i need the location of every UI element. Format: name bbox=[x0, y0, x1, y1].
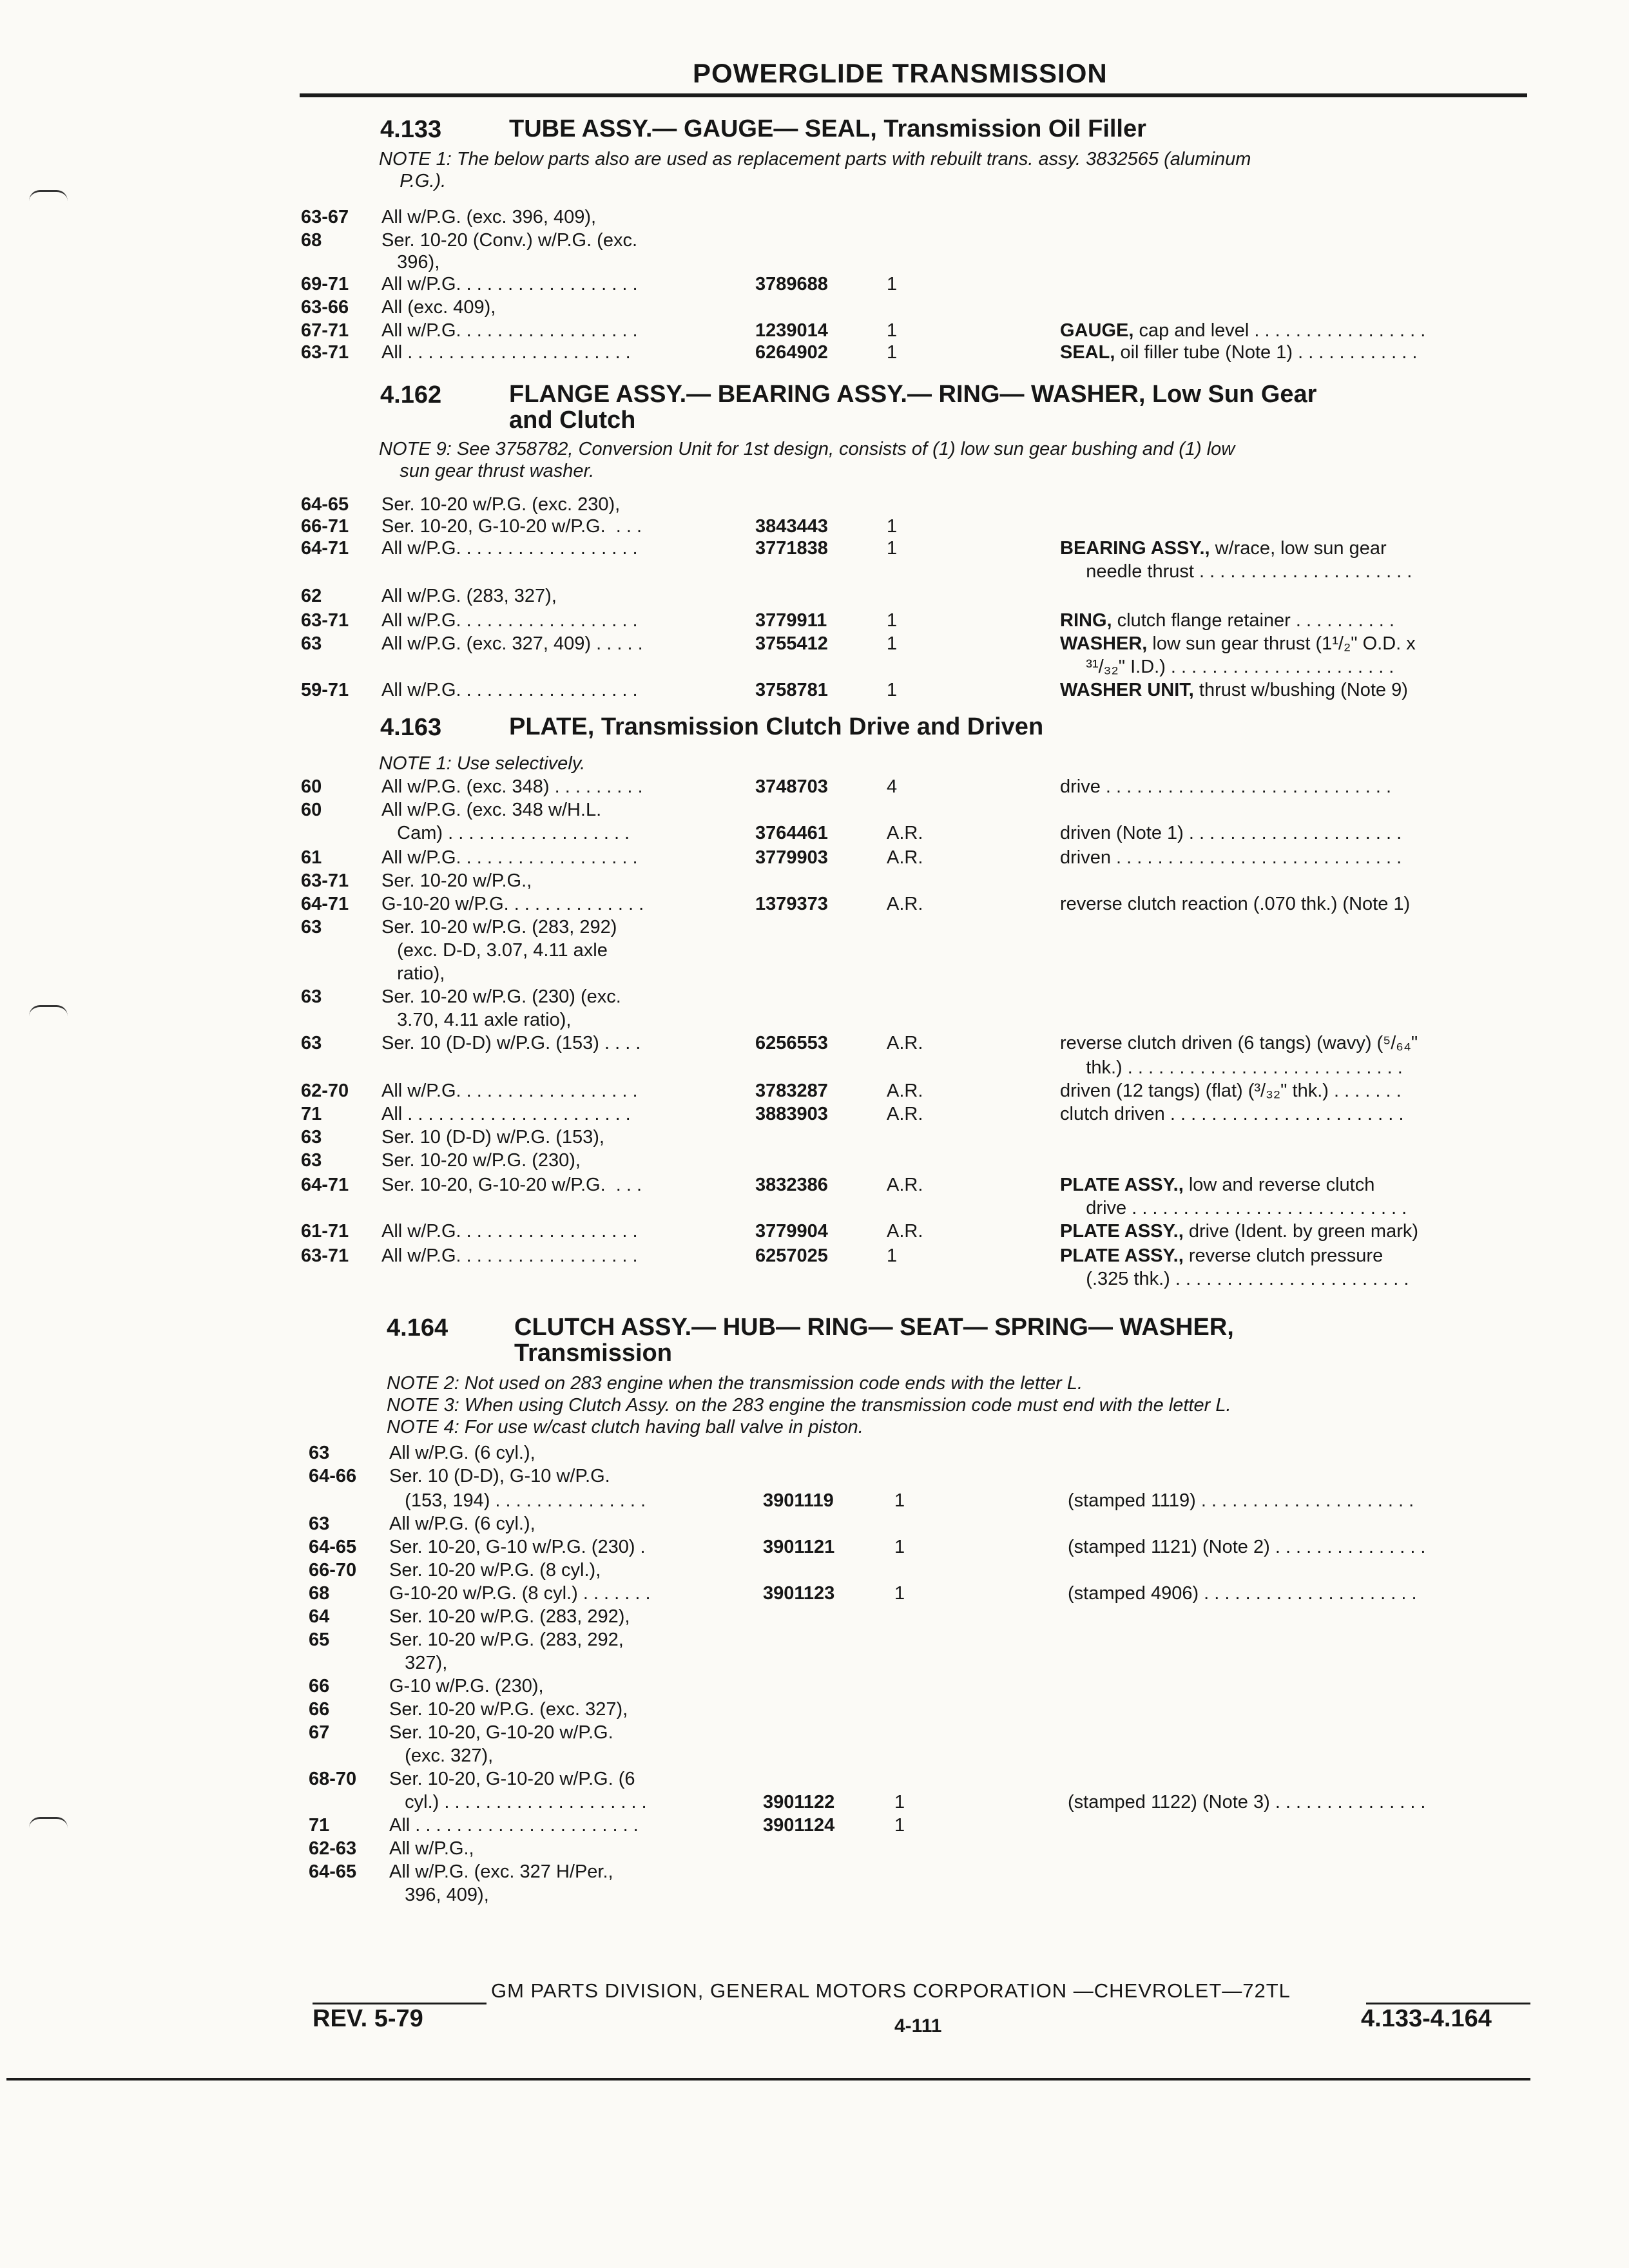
quantity: 1 bbox=[894, 1815, 905, 1836]
quantity: A.R. bbox=[887, 1081, 923, 1101]
section-title: PLATE, Transmission Clutch Drive and Driven bbox=[509, 713, 1044, 740]
description-text: reverse clutch driven (6 tangs) (wavy) (⁵/₆₄" bbox=[1060, 1033, 1418, 1053]
model-year: 67-71 bbox=[301, 320, 349, 341]
description bbox=[1060, 847, 1402, 869]
table-row bbox=[0, 296, 1629, 318]
model-year: 62 bbox=[301, 586, 322, 606]
application: G-10-20 w/P.G. (8 cyl.) . . . . . . . bbox=[389, 1583, 651, 1604]
table-row bbox=[0, 1103, 1629, 1125]
model-year: 65 bbox=[309, 1629, 330, 1650]
part-number: 3901121 bbox=[763, 1537, 835, 1557]
description bbox=[1060, 822, 1402, 844]
application: (153, 194) . . . . . . . . . . . . . . . bbox=[389, 1490, 646, 1511]
page-bottom-rule bbox=[6, 2078, 1530, 2081]
table-row bbox=[0, 1606, 1629, 1628]
description bbox=[1068, 1791, 1426, 1813]
table-row bbox=[0, 1675, 1629, 1697]
section-note: NOTE 9: See 3758782, Conversion Unit for 1st design, consists of (1) low sun gear bushing and (1) low sun gear thrust washer. bbox=[379, 439, 1235, 481]
application: All w/P.G. . . . . . . . . . . . . . . . . . bbox=[381, 847, 638, 868]
description-part-name: RING, bbox=[1060, 610, 1112, 631]
quantity: 1 bbox=[887, 516, 898, 537]
part-number: 3779904 bbox=[755, 1221, 828, 1242]
application: All w/P.G. . . . . . . . . . . . . . . . . . bbox=[381, 1081, 638, 1101]
part-number: 3755412 bbox=[755, 633, 828, 654]
table-row bbox=[0, 1814, 1629, 1836]
description-text: driven (12 tangs) (flat) (³/₃₂" thk.) . . . . . . . bbox=[1060, 1081, 1402, 1101]
table-row bbox=[0, 1652, 1629, 1674]
quantity: A.R. bbox=[887, 894, 923, 914]
description-text: clutch flange retainer . . . . . . . . . . bbox=[1112, 610, 1394, 631]
model-year: 59-71 bbox=[301, 680, 349, 700]
part-number: 6264902 bbox=[755, 342, 828, 363]
quantity: 1 bbox=[887, 320, 898, 341]
description bbox=[1060, 1268, 1409, 1290]
model-year: 63 bbox=[309, 1443, 330, 1463]
section-title: FLANGE ASSY.— BEARING ASSY.— RING— WASHER, Low Sun Gear and Clutch bbox=[509, 381, 1317, 434]
table-row bbox=[0, 1838, 1629, 1860]
application: All w/P.G., bbox=[389, 1838, 474, 1859]
table-row bbox=[0, 1698, 1629, 1720]
binder-mark bbox=[29, 190, 68, 201]
model-year: 63-66 bbox=[301, 297, 349, 318]
description bbox=[1060, 320, 1425, 341]
quantity: 4 bbox=[887, 776, 898, 797]
application: 396, 409), bbox=[389, 1885, 489, 1905]
table-row bbox=[0, 1722, 1629, 1744]
description bbox=[1060, 656, 1394, 678]
application: All w/P.G. (exc. 396, 409), bbox=[381, 207, 597, 227]
application: All w/P.G. . . . . . . . . . . . . . . . . . bbox=[381, 274, 638, 294]
description-part-name: SEAL, bbox=[1060, 342, 1115, 363]
description bbox=[1060, 561, 1412, 582]
model-year: 71 bbox=[301, 1104, 322, 1124]
table-row bbox=[0, 1174, 1629, 1196]
model-year: 62-63 bbox=[309, 1838, 357, 1859]
description-text: thrust w/bushing (Note 9) bbox=[1193, 680, 1408, 700]
quantity: 1 bbox=[887, 342, 898, 363]
application: All (exc. 409), bbox=[381, 297, 496, 318]
table-row bbox=[0, 1582, 1629, 1604]
part-number: 6256553 bbox=[755, 1033, 828, 1053]
table-row bbox=[0, 251, 1629, 273]
description-text: oil filler tube (Note 1) . . . . . . . . . . . . bbox=[1115, 342, 1418, 363]
application: Ser. 10-20, G-10-20 w/P.G. bbox=[389, 1722, 613, 1743]
description bbox=[1060, 679, 1408, 701]
quantity: 1 bbox=[887, 610, 898, 631]
model-year: 64-66 bbox=[309, 1466, 357, 1486]
part-number: 6257025 bbox=[755, 1245, 828, 1266]
quantity: 1 bbox=[887, 680, 898, 700]
application: Ser. 10-20 w/P.G. (exc. 230), bbox=[381, 494, 621, 515]
quantity: 1 bbox=[894, 1490, 905, 1511]
quantity: A.R. bbox=[887, 1175, 923, 1195]
description bbox=[1060, 1032, 1418, 1054]
application: Ser. 10-20, G-10 w/P.G. (230) . bbox=[389, 1537, 646, 1557]
part-number: 3901124 bbox=[763, 1815, 835, 1836]
description-text: ³¹/₃₂" I.D.) . . . . . . . . . . . . . . . . . . . . . . bbox=[1060, 657, 1394, 677]
description bbox=[1060, 893, 1410, 915]
table-row bbox=[0, 986, 1629, 1008]
description bbox=[1060, 1057, 1403, 1079]
application: All w/P.G. (exc. 327, 409) . . . . . bbox=[381, 633, 643, 654]
table-row bbox=[0, 1629, 1629, 1651]
application: All w/P.G. . . . . . . . . . . . . . . . . . bbox=[381, 1245, 638, 1266]
table-row bbox=[0, 776, 1629, 798]
description-text: driven (Note 1) . . . . . . . . . . . . . . . . . . . . . bbox=[1060, 823, 1402, 843]
part-number: 3901123 bbox=[763, 1583, 835, 1604]
model-year: 64-71 bbox=[301, 894, 349, 914]
table-row bbox=[0, 206, 1629, 228]
description bbox=[1068, 1582, 1417, 1604]
description bbox=[1060, 537, 1387, 559]
table-row bbox=[0, 633, 1629, 655]
table-row bbox=[0, 1513, 1629, 1535]
footer-section-range: 4.133-4.164 bbox=[1361, 2005, 1492, 2032]
description-text: driven . . . . . . . . . . . . . . . . . . . . . . . . . . . . bbox=[1060, 847, 1402, 868]
application: (exc. D-D, 3.07, 4.11 axle bbox=[381, 940, 608, 961]
description bbox=[1060, 1174, 1374, 1196]
description-text: (stamped 1122) (Note 3) . . . . . . . . . . . . . . . bbox=[1068, 1792, 1426, 1812]
application: Ser. 10-20 w/P.G. (283, 292, bbox=[389, 1629, 624, 1650]
header-rule bbox=[300, 93, 1527, 97]
table-row bbox=[0, 494, 1629, 515]
model-year: 71 bbox=[309, 1815, 330, 1836]
footer-page-number: 4-111 bbox=[894, 2015, 942, 2037]
section-number: 4.162 bbox=[380, 381, 442, 408]
application: Ser. 10 (D-D) w/P.G. (153) . . . . bbox=[381, 1033, 641, 1053]
table-row bbox=[0, 1057, 1629, 1079]
description bbox=[1068, 1536, 1426, 1558]
application: 327), bbox=[389, 1653, 448, 1673]
description-part-name: WASHER, bbox=[1060, 633, 1148, 654]
table-row bbox=[0, 799, 1629, 821]
description bbox=[1060, 1080, 1402, 1102]
model-year: 60 bbox=[301, 776, 322, 797]
description bbox=[1060, 776, 1391, 798]
part-number: 3764461 bbox=[755, 823, 828, 843]
part-number: 3771838 bbox=[755, 538, 828, 559]
table-row bbox=[0, 561, 1629, 582]
model-year: 64-71 bbox=[301, 1175, 349, 1195]
application: Ser. 10-20 w/P.G. (exc. 327), bbox=[389, 1699, 628, 1720]
application: All w/P.G. . . . . . . . . . . . . . . . . . bbox=[381, 538, 638, 559]
section-number: 4.164 bbox=[387, 1314, 448, 1341]
application: Cam) . . . . . . . . . . . . . . . . . . bbox=[381, 823, 630, 843]
quantity: 1 bbox=[894, 1583, 905, 1604]
part-number: 1239014 bbox=[755, 320, 828, 341]
table-row bbox=[0, 1032, 1629, 1054]
part-number: 3901119 bbox=[763, 1490, 834, 1511]
part-number: 3789688 bbox=[755, 274, 828, 294]
description-text: reverse clutch pressure bbox=[1183, 1245, 1383, 1266]
description-text: (.325 thk.) . . . . . . . . . . . . . . . . . . . . . . . bbox=[1060, 1269, 1409, 1289]
description bbox=[1060, 341, 1417, 363]
model-year: 68 bbox=[301, 230, 322, 251]
model-year: 66 bbox=[309, 1699, 330, 1720]
model-year: 66-71 bbox=[301, 516, 349, 537]
table-row bbox=[0, 273, 1629, 295]
model-year: 64-71 bbox=[301, 538, 349, 559]
model-year: 64 bbox=[309, 1606, 330, 1627]
model-year: 63 bbox=[301, 633, 322, 654]
application: cyl.) . . . . . . . . . . . . . . . . . . . . bbox=[389, 1792, 647, 1812]
application: G-10 w/P.G. (230), bbox=[389, 1676, 544, 1696]
part-number: 3901122 bbox=[763, 1792, 835, 1812]
model-year: 64-65 bbox=[309, 1537, 357, 1557]
model-year: 63 bbox=[301, 1127, 322, 1148]
part-number: 3779903 bbox=[755, 847, 828, 868]
section-note: NOTE 2: Not used on 283 engine when the transmission code ends with the letter L. NOTE 3: When using Clutch Assy. on the 283 engine the transmission code must end with the letter L. NOTE 4: For use w/cast clutch having ball valve in piston. bbox=[387, 1373, 1231, 1437]
description bbox=[1060, 1220, 1418, 1242]
description-part-name: WASHER UNIT, bbox=[1060, 680, 1194, 700]
application: Ser. 10-20 w/P.G. (230) (exc. bbox=[381, 986, 621, 1007]
model-year: 63 bbox=[309, 1514, 330, 1534]
section-number: 4.133 bbox=[380, 116, 442, 143]
description bbox=[1060, 1245, 1383, 1267]
model-year: 63-71 bbox=[301, 1245, 349, 1266]
quantity: 1 bbox=[887, 633, 898, 654]
application: (exc. 327), bbox=[389, 1745, 494, 1766]
table-row bbox=[0, 1884, 1629, 1906]
table-row bbox=[0, 939, 1629, 961]
table-row bbox=[0, 822, 1629, 844]
table-row bbox=[0, 1009, 1629, 1031]
model-year: 62-70 bbox=[301, 1081, 349, 1101]
footer-rule bbox=[313, 2003, 487, 2004]
application: Ser. 10-20, G-10-20 w/P.G. . . . bbox=[381, 1175, 642, 1195]
application: 396), bbox=[381, 252, 440, 273]
description-text: clutch driven . . . . . . . . . . . . . . . . . . . . . . . bbox=[1060, 1104, 1404, 1124]
application: All w/P.G. . . . . . . . . . . . . . . . . . bbox=[381, 680, 638, 700]
table-row bbox=[0, 870, 1629, 892]
model-year: 63-67 bbox=[301, 207, 349, 227]
quantity: 1 bbox=[894, 1792, 905, 1812]
table-row bbox=[0, 1220, 1629, 1242]
quantity: 1 bbox=[894, 1537, 905, 1557]
description bbox=[1060, 1103, 1403, 1125]
table-row bbox=[0, 1791, 1629, 1813]
quantity: 1 bbox=[887, 274, 898, 294]
table-row bbox=[0, 1268, 1629, 1290]
section-note: NOTE 1: The below parts also are used as replacement parts with rebuilt trans. assy. 3832565 (aluminum P.G.). bbox=[379, 149, 1251, 191]
table-row bbox=[0, 1490, 1629, 1512]
application: Ser. 10-20 w/P.G. (8 cyl.), bbox=[389, 1560, 601, 1581]
model-year: 66-70 bbox=[309, 1560, 357, 1581]
description-text: (stamped 4906) . . . . . . . . . . . . . . . . . . . . . bbox=[1068, 1583, 1417, 1604]
footer-division: GM PARTS DIVISION, GENERAL MOTORS CORPORATION —CHEVROLET—72TL bbox=[491, 1979, 1291, 2002]
table-row bbox=[0, 656, 1629, 678]
description-text: thk.) . . . . . . . . . . . . . . . . . . . . . . . . . . . bbox=[1060, 1057, 1403, 1078]
table-row bbox=[0, 341, 1629, 363]
table-row bbox=[0, 1745, 1629, 1767]
description-part-name: PLATE ASSY., bbox=[1060, 1221, 1184, 1242]
footer-revision: REV. 5-79 bbox=[313, 2005, 423, 2032]
table-row bbox=[0, 1861, 1629, 1883]
model-year: 63-71 bbox=[301, 870, 349, 891]
section-title: CLUTCH ASSY.— HUB— RING— SEAT— SPRING— WASHER, Transmission bbox=[514, 1314, 1234, 1367]
application: All . . . . . . . . . . . . . . . . . . . . . . bbox=[381, 342, 631, 363]
description-part-name: PLATE ASSY., bbox=[1060, 1245, 1184, 1266]
table-row bbox=[0, 847, 1629, 869]
description-text: drive . . . . . . . . . . . . . . . . . . . . . . . . . . . bbox=[1060, 1198, 1407, 1218]
table-row bbox=[0, 1465, 1629, 1487]
table-row bbox=[0, 1149, 1629, 1171]
quantity: A.R. bbox=[887, 847, 923, 868]
section-title: TUBE ASSY.— GAUGE— SEAL, Transmission Oil Filler bbox=[509, 115, 1146, 142]
table-row bbox=[0, 1126, 1629, 1148]
description-text: reverse clutch reaction (.070 thk.) (Note 1) bbox=[1060, 894, 1411, 914]
model-year: 66 bbox=[309, 1676, 330, 1696]
model-year: 61-71 bbox=[301, 1221, 349, 1242]
model-year: 63-71 bbox=[301, 610, 349, 631]
model-year: 64-65 bbox=[309, 1861, 357, 1882]
table-row bbox=[0, 1559, 1629, 1581]
application: Ser. 10 (D-D) w/P.G. (153), bbox=[381, 1127, 604, 1148]
section-number: 4.163 bbox=[380, 714, 442, 741]
model-year: 67 bbox=[309, 1722, 330, 1743]
table-row bbox=[0, 1080, 1629, 1102]
part-number: 3843443 bbox=[755, 516, 828, 537]
description bbox=[1068, 1490, 1414, 1512]
model-year: 63 bbox=[301, 1033, 322, 1053]
application: All w/P.G. (6 cyl.), bbox=[389, 1443, 535, 1463]
table-row bbox=[0, 963, 1629, 985]
quantity: A.R. bbox=[887, 1104, 923, 1124]
application: ratio), bbox=[381, 963, 445, 984]
page-title: POWERGLIDE TRANSMISSION bbox=[693, 58, 1108, 88]
application: Ser. 10-20 (Conv.) w/P.G. (exc. bbox=[381, 230, 638, 251]
description-part-name: BEARING ASSY., bbox=[1060, 538, 1210, 559]
model-year: 64-65 bbox=[301, 494, 349, 515]
application: Ser. 10-20 w/P.G. (230), bbox=[381, 1150, 581, 1171]
application: All w/P.G. (283, 327), bbox=[381, 586, 557, 606]
description-text: cap and level . . . . . . . . . . . . . . . . . bbox=[1133, 320, 1426, 341]
application: All w/P.G. . . . . . . . . . . . . . . . . . bbox=[381, 320, 638, 341]
description-part-name: GAUGE, bbox=[1060, 320, 1134, 341]
table-row bbox=[0, 893, 1629, 915]
table-row bbox=[0, 320, 1629, 341]
table-row bbox=[0, 1197, 1629, 1219]
description-text: w/race, low sun gear bbox=[1210, 538, 1387, 559]
application: All w/P.G. . . . . . . . . . . . . . . . . . bbox=[381, 610, 638, 631]
model-year: 68 bbox=[309, 1583, 330, 1604]
description bbox=[1060, 610, 1394, 631]
part-number: 3748703 bbox=[755, 776, 828, 797]
table-row bbox=[0, 679, 1629, 701]
application: All w/P.G. (exc. 327 H/Per., bbox=[389, 1861, 613, 1882]
description-text: needle thrust . . . . . . . . . . . . . . . . . . . . . bbox=[1060, 561, 1412, 582]
part-number: 3758781 bbox=[755, 680, 828, 700]
application: All . . . . . . . . . . . . . . . . . . . . . . bbox=[389, 1815, 639, 1836]
table-row bbox=[0, 916, 1629, 938]
application: All . . . . . . . . . . . . . . . . . . . . . . bbox=[381, 1104, 631, 1124]
description-text: low sun gear thrust (1¹/₂" O.D. x bbox=[1147, 633, 1416, 654]
table-row bbox=[0, 1536, 1629, 1558]
table-row bbox=[0, 610, 1629, 631]
table-row bbox=[0, 229, 1629, 251]
application: Ser. 10-20 w/P.G. (283, 292), bbox=[389, 1606, 630, 1627]
application: 3.70, 4.11 axle ratio), bbox=[381, 1010, 572, 1030]
model-year: 69-71 bbox=[301, 274, 349, 294]
part-number: 3783287 bbox=[755, 1081, 828, 1101]
model-year: 63 bbox=[301, 917, 322, 937]
quantity: 1 bbox=[887, 1245, 898, 1266]
application: All w/P.G. (exc. 348) . . . . . . . . . bbox=[381, 776, 643, 797]
quantity: 1 bbox=[887, 538, 898, 559]
description-part-name: PLATE ASSY., bbox=[1060, 1175, 1184, 1195]
model-year: 68-70 bbox=[309, 1769, 357, 1789]
model-year: 63-71 bbox=[301, 342, 349, 363]
application: G-10-20 w/P.G. . . . . . . . . . . . . . bbox=[381, 894, 644, 914]
model-year: 60 bbox=[301, 800, 322, 820]
model-year: 61 bbox=[301, 847, 322, 868]
footer-rule bbox=[1366, 2003, 1530, 2004]
table-row bbox=[0, 1245, 1629, 1267]
application: All w/P.G. (exc. 348 w/H.L. bbox=[381, 800, 602, 820]
part-number: 3779911 bbox=[755, 610, 827, 631]
quantity: A.R. bbox=[887, 1221, 923, 1242]
application: Ser. 10-20, G-10-20 w/P.G. . . . bbox=[381, 516, 642, 537]
table-row bbox=[0, 1768, 1629, 1790]
part-number: 3883903 bbox=[755, 1104, 828, 1124]
description-text: drive . . . . . . . . . . . . . . . . . . . . . . . . . . . . bbox=[1060, 776, 1392, 797]
table-row bbox=[0, 515, 1629, 537]
application: Ser. 10 (D-D), G-10 w/P.G. bbox=[389, 1466, 610, 1486]
table-row bbox=[0, 1442, 1629, 1464]
table-row bbox=[0, 585, 1629, 607]
application: Ser. 10-20 w/P.G. (283, 292) bbox=[381, 917, 617, 937]
application: Ser. 10-20 w/P.G., bbox=[381, 870, 532, 891]
table-row bbox=[0, 537, 1629, 559]
description-text: (stamped 1119) . . . . . . . . . . . . . . . . . . . . . bbox=[1068, 1490, 1414, 1511]
model-year: 63 bbox=[301, 986, 322, 1007]
quantity: A.R. bbox=[887, 1033, 923, 1053]
application: Ser. 10-20, G-10-20 w/P.G. (6 bbox=[389, 1769, 635, 1789]
application: All w/P.G. . . . . . . . . . . . . . . . . . bbox=[381, 1221, 638, 1242]
quantity: A.R. bbox=[887, 823, 923, 843]
part-number: 3832386 bbox=[755, 1175, 828, 1195]
application: All w/P.G. (6 cyl.), bbox=[389, 1514, 535, 1534]
description-text: low and reverse clutch bbox=[1183, 1175, 1375, 1195]
description-text: (stamped 1121) (Note 2) . . . . . . . . . . . . . . . bbox=[1068, 1537, 1426, 1557]
model-year: 63 bbox=[301, 1150, 322, 1171]
description bbox=[1060, 633, 1416, 655]
section-note: NOTE 1: Use selectively. bbox=[379, 753, 586, 774]
description-text: drive (Ident. by green mark) bbox=[1183, 1221, 1419, 1242]
description bbox=[1060, 1197, 1407, 1219]
part-number: 1379373 bbox=[755, 894, 828, 914]
